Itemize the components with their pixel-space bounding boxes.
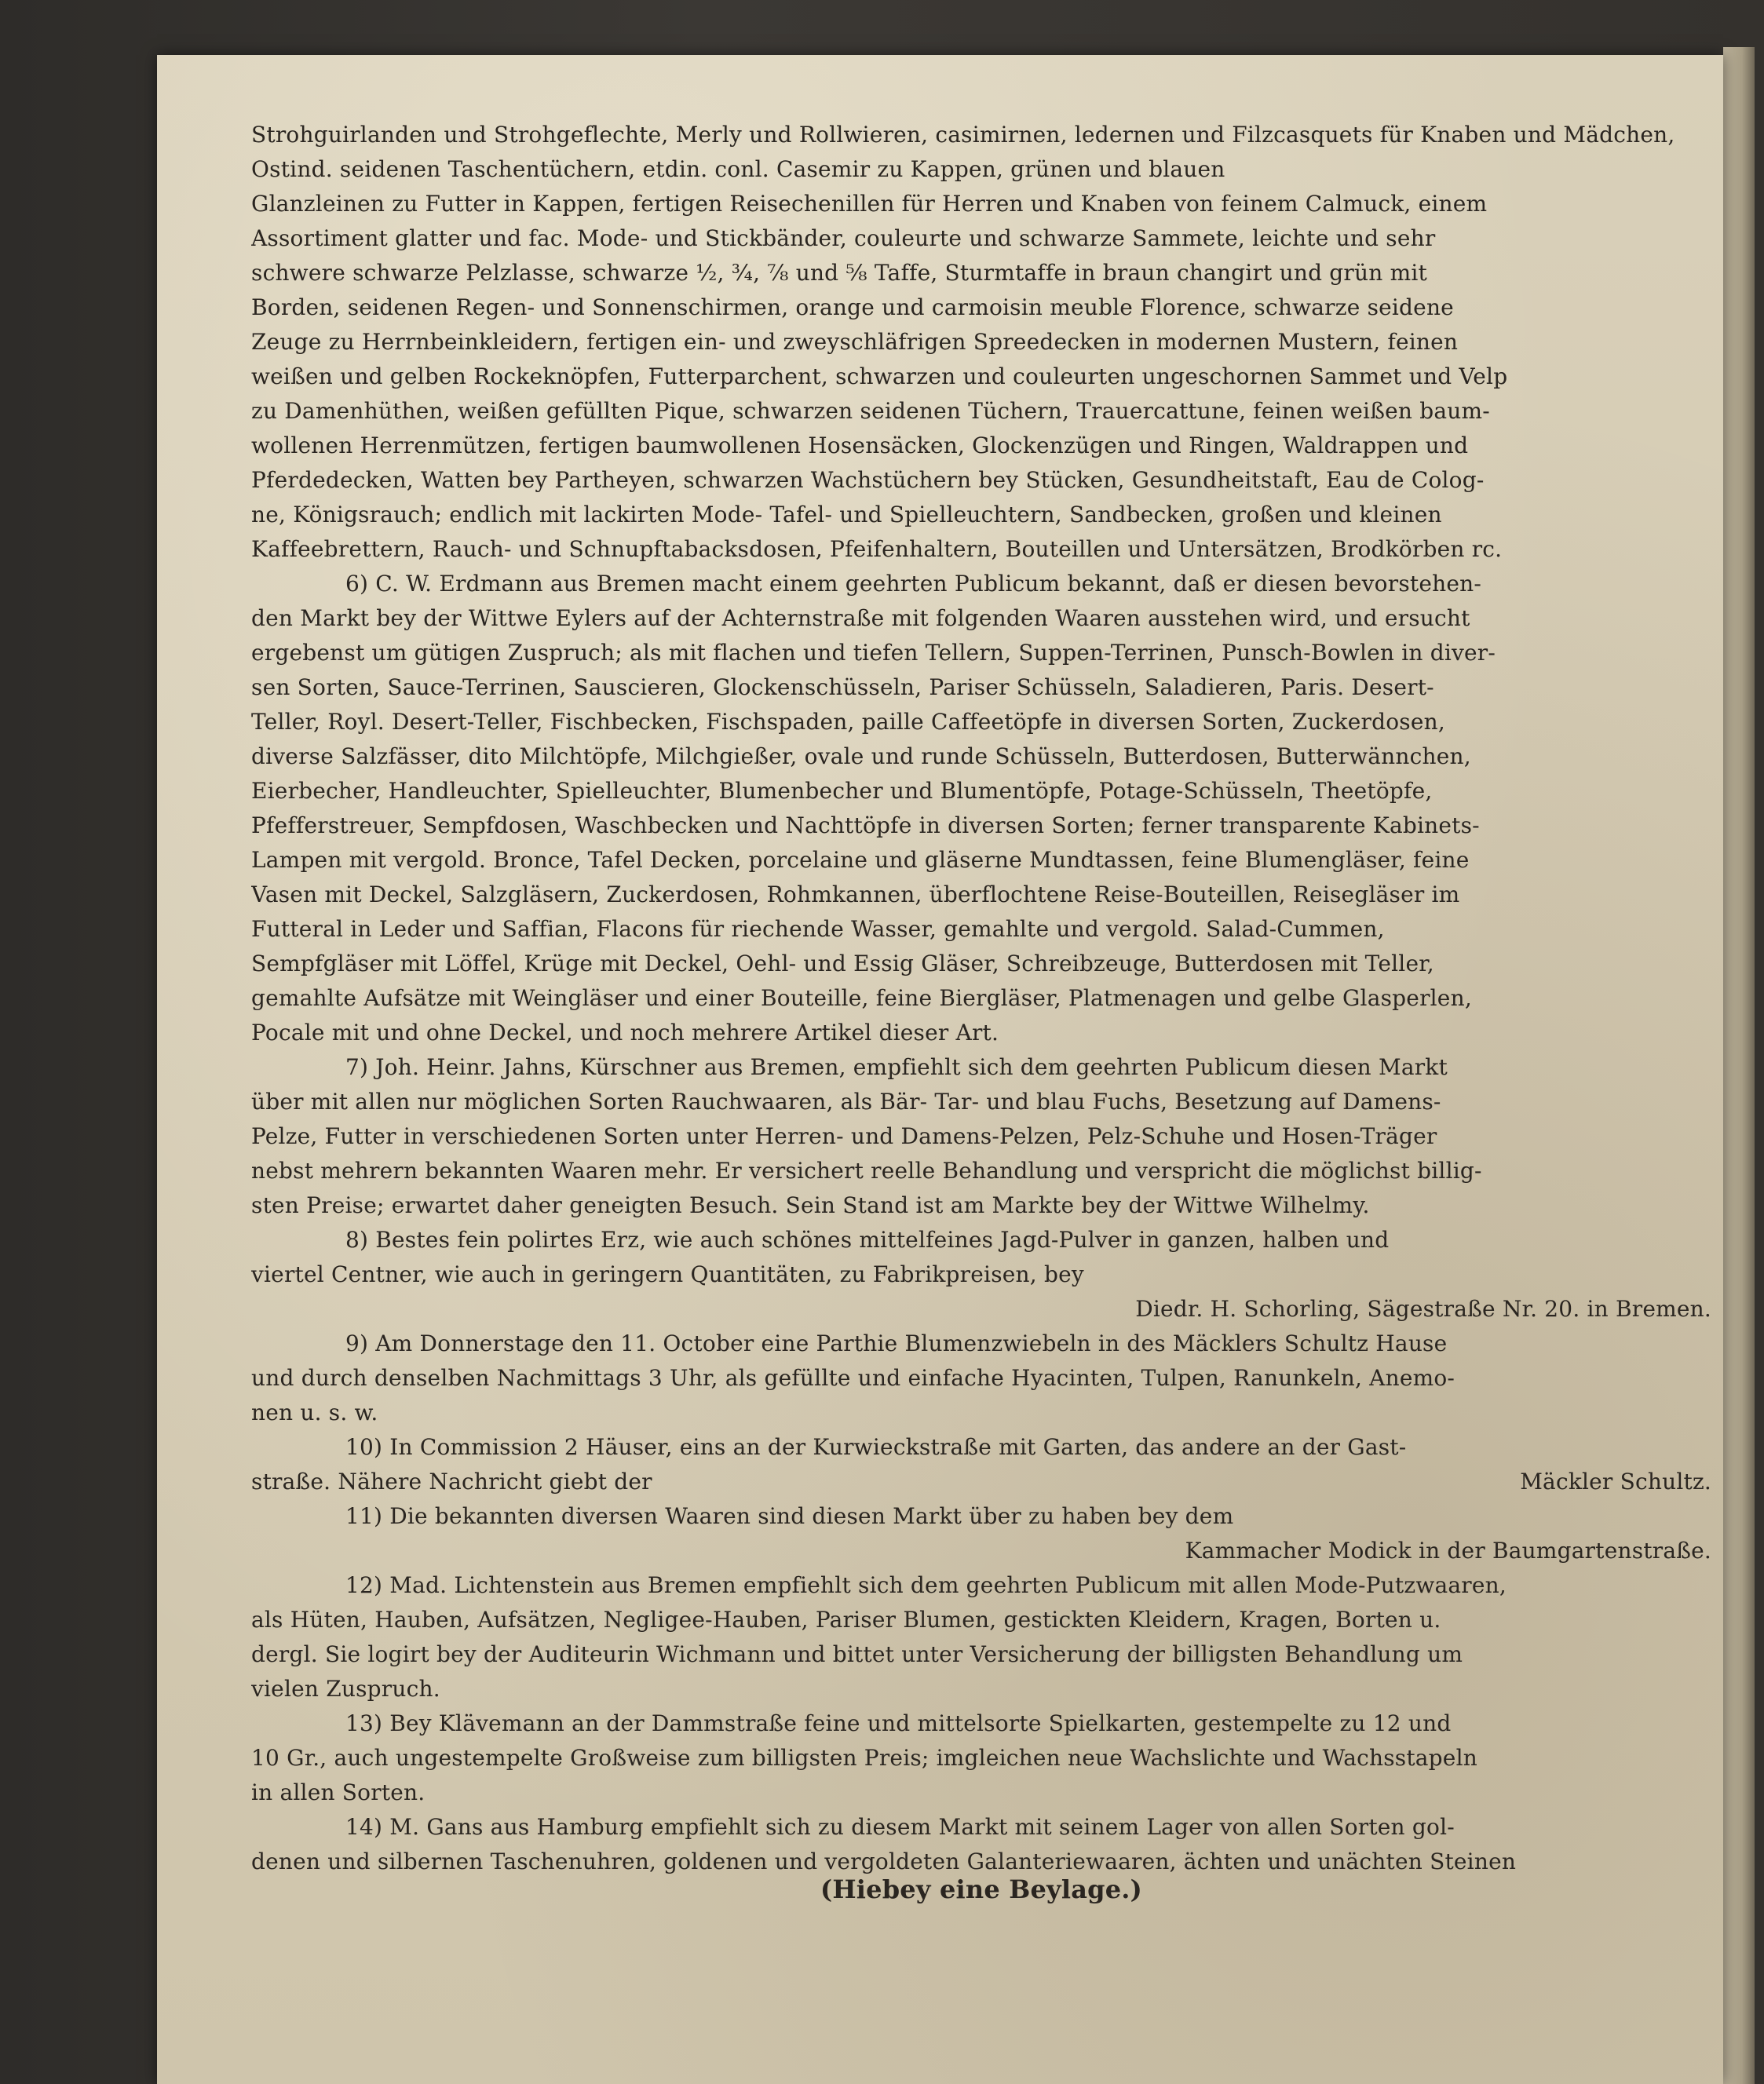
text-line: Pocale mit und ohne Deckel, und noch mehrere Artikel dieser Art.: [251, 1020, 999, 1046]
text-line: Pfefferstreuer, Sempfdosen, Waschbecken und Nachttöpfe in diversen Sorten; ferner transparente Kabinets-: [251, 812, 1480, 838]
text-line: 10) In Commission 2 Häuser, eins an der Kurwieckstraße mit Garten, das andere an der Gast-: [345, 1434, 1407, 1460]
text-line: Strohguirlanden und Strohgeflechte, Merly und Rollwieren, casimirnen, ledernen und Filzcasquets für Knaben und Mädchen,: [251, 122, 1675, 148]
text-line: ne, Königsrauch; endlich mit lackirten Mode- Tafel- und Spielleuchtern, Sandbecken, großen und kleinen: [251, 502, 1442, 527]
signature-line: Mäckler Schultz.: [1520, 1469, 1711, 1495]
text-line: Borden, seidenen Regen- und Sonnenschirmen, orange und carmoisin meuble Florence, schwarze seidene: [251, 294, 1454, 320]
supplement-note: (Hiebey eine Beylage.): [820, 1874, 1142, 1904]
text-line: schwere schwarze Pelzlasse, schwarze ½, ¾, ⅞ und ⅝ Taffe, Sturmtaffe in braun changirt und grün mit: [251, 260, 1427, 286]
text-line: 9) Am Donnerstage den 11. October eine Parthie Blumenzwiebeln in des Mäcklers Schultz Hause: [345, 1330, 1448, 1356]
text-line: sen Sorten, Sauce-Terrinen, Sauscieren, Glockenschüsseln, Pariser Schüsseln, Saladieren, Paris. Desert-: [251, 674, 1434, 700]
text-line: 13) Bey Klävemann an der Dammstraße feine und mittelsorte Spielkarten, gestempelte zu 12 und: [345, 1710, 1452, 1736]
text-line: über mit allen nur möglichen Sorten Rauchwaaren, als Bär- Tar- und blau Fuchs, Besetzung auf Damens-: [251, 1089, 1441, 1115]
text-line: denen und silbernen Taschenuhren, goldenen und vergoldeten Galanteriewaaren, ächten und unächten Steinen: [251, 1849, 1517, 1874]
text-line: 10 Gr., auch ungestempelte Großweise zum billigsten Preis; imgleichen neue Wachslichte und Wachsstapeln: [251, 1745, 1477, 1771]
text-line: viertel Centner, wie auch in geringern Quantitäten, zu Fabrikpreisen, bey: [251, 1261, 1084, 1287]
text-line: zu Damenhüthen, weißen gefüllten Pique, schwarzen seidenen Tüchern, Trauercattune, feinen weißen baum-: [251, 398, 1490, 424]
text-line: Ostind. seidenen Taschentüchern, etdin. conl. Casemir zu Kappen, grünen und blauen: [251, 156, 1225, 182]
text-line: ergebenst um gütigen Zuspruch; als mit flachen und tiefen Tellern, Suppen-Terrinen, Punsch-Bowlen in diver-: [251, 640, 1496, 666]
text-line: Lampen mit vergold. Bronce, Tafel Decken, porcelaine und gläserne Mundtassen, feine Blumengläser, feine: [251, 847, 1470, 873]
text-line: wollenen Herrenmützen, fertigen baumwollenen Hosensäcken, Glockenzügen und Ringen, Waldrappen und: [251, 432, 1469, 458]
text-line: diverse Salzfässer, dito Milchtöpfe, Milchgießer, ovale und runde Schüsseln, Butterdosen, Butterwännchen,: [251, 743, 1471, 769]
text-line: in allen Sorten.: [251, 1779, 425, 1805]
text-line: 12) Mad. Lichtenstein aus Bremen empfiehlt sich dem geehrten Publicum mit allen Mode-Putzwaaren,: [345, 1572, 1507, 1598]
signature-line: Kammacher Modick in der Baumgartenstraße.: [1185, 1538, 1711, 1564]
next-page-edge: [1723, 47, 1755, 2084]
text-line: gemahlte Aufsätze mit Weingläser und einer Bouteille, feine Biergläser, Platmenagen und gelbe Glasperlen,: [251, 985, 1472, 1011]
text-line: 6) C. W. Erdmann aus Bremen macht einem geehrten Publicum bekannt, daß er diesen bevorstehen-: [345, 571, 1482, 597]
text-line: als Hüten, Hauben, Aufsätzen, Negligee-Hauben, Pariser Blumen, gestickten Kleidern, Kragen, Borten u.: [251, 1607, 1441, 1633]
text-line: dergl. Sie logirt bey der Auditeurin Wichmann und bittet unter Versicherung der billigsten Behandlung um: [251, 1641, 1463, 1667]
text-line: den Markt bey der Wittwe Eylers auf der Achternstraße mit folgenden Waaren ausstehen wird, und ersucht: [251, 605, 1470, 631]
text-line: 14) M. Gans aus Hamburg empfiehlt sich zu diesem Markt mit seinem Lager von allen Sorten gol-: [345, 1814, 1455, 1840]
text-line: Teller, Royl. Desert-Teller, Fischbecken, Fischspaden, paille Caffeetöpfe in diversen Sorten, Zuckerdosen,: [251, 709, 1445, 735]
text-line: 7) Joh. Heinr. Jahns, Kürschner aus Bremen, empfiehlt sich dem geehrten Publicum diesen Markt: [345, 1054, 1448, 1080]
text-line: Vasen mit Deckel, Salzgläsern, Zuckerdosen, Rohmkannen, überflochtene Reise-Bouteillen, Reisegläser im: [251, 881, 1460, 907]
text-line: straße. Nähere Nachricht giebt der: [251, 1469, 652, 1495]
text-line: 8) Bestes fein polirtes Erz, wie auch schönes mittelfeines Jagd-Pulver in ganzen, halben und: [345, 1227, 1390, 1253]
text-line: Pelze, Futter in verschiedenen Sorten unter Herren- und Damens-Pelzen, Pelz-Schuhe und Hosen-Träger: [251, 1123, 1437, 1149]
text-line: Futteral in Leder und Saffian, Flacons für riechende Wasser, gemahlte und vergold. Salad-Cummen,: [251, 916, 1385, 942]
text-line: nen u. s. w.: [251, 1400, 378, 1425]
text-line: weißen und gelben Rockeknöpfen, Futterparchent, schwarzen und couleurten ungeschornen Sammet und Velp: [251, 363, 1508, 389]
text-line: vielen Zuspruch.: [251, 1676, 440, 1702]
text-line: und durch denselben Nachmittags 3 Uhr, als gefüllte und einfache Hyacinten, Tulpen, Ranunkeln, Anemo-: [251, 1365, 1455, 1391]
text-line: Pferdedecken, Watten bey Partheyen, schwarzen Wachstüchern bey Stücken, Gesundheitstaft, Eau de Colog-: [251, 467, 1485, 493]
text-line: 11) Die bekannten diversen Waaren sind diesen Markt über zu haben bey dem: [345, 1503, 1234, 1529]
text-line: Eierbecher, Handleuchter, Spielleuchter, Blumenbecher und Blumentöpfe, Potage-Schüsseln, Theetöpfe,: [251, 778, 1433, 804]
advertisement-text: [251, 118, 1711, 1907]
text-line: sten Preise; erwartet daher geneigten Besuch. Sein Stand ist am Markte bey der Wittwe Wilhelmy.: [251, 1192, 1370, 1218]
text-line: Assortiment glatter und fac. Mode- und Stickbänder, couleurte und schwarze Sammete, leichte und sehr: [251, 225, 1436, 251]
text-line: Zeuge zu Herrnbeinkleidern, fertigen ein- und zweyschläfrigen Spreedecken in modernen Mustern, feinen: [251, 329, 1459, 355]
signature-line: Diedr. H. Schorling, Sägestraße Nr. 20. in Bremen.: [1135, 1296, 1711, 1322]
text-line: Kaffeebrettern, Rauch- und Schnupftabacksdosen, Pfeifenhaltern, Bouteillen und Untersätzen, Brodkörben rc.: [251, 536, 1503, 562]
text-line: Glanzleinen zu Futter in Kappen, fertigen Reisechenillen für Herren und Knaben von feinem Calmuck, einem: [251, 191, 1488, 217]
text-line: nebst mehrern bekannten Waaren mehr. Er versichert reelle Behandlung und verspricht die möglichst billig-: [251, 1158, 1482, 1184]
text-line: Sempfgläser mit Löffel, Krüge mit Deckel, Oehl- und Essig Gläser, Schreibzeuge, Butterdosen mit Teller,: [251, 951, 1434, 976]
